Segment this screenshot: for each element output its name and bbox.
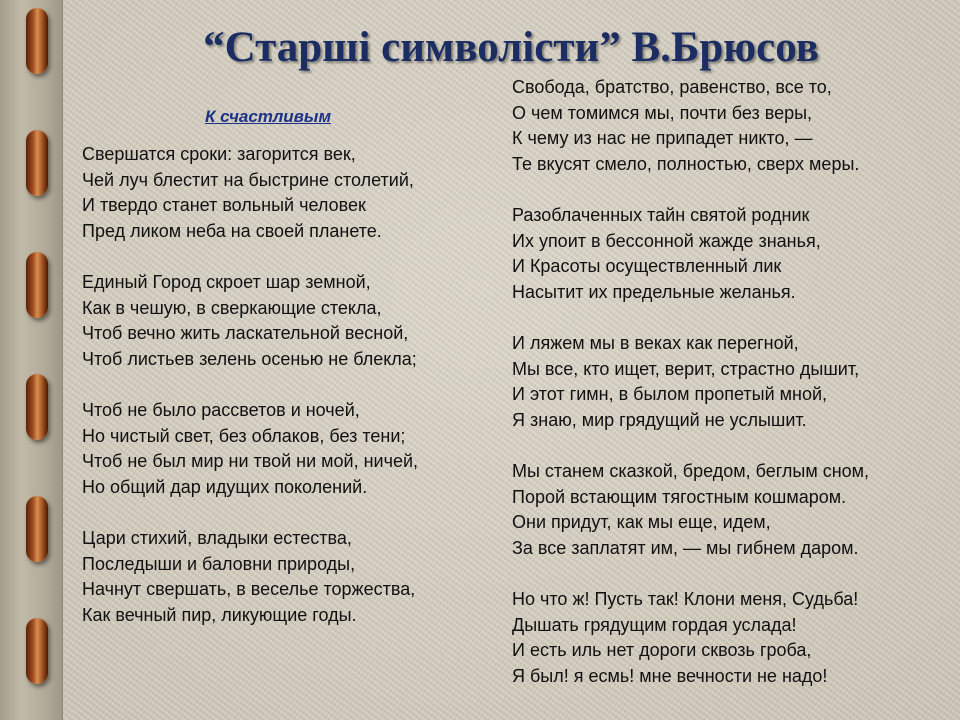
stanza [512, 587, 952, 689]
poem-line: Чтоб не был мир ни твой ни мой, ничей, [82, 451, 419, 471]
stanza [512, 75, 952, 177]
poem-line: Дышать грядущим гордая услада! [512, 614, 797, 635]
spiral-binding-strip [0, 0, 63, 720]
stanza [512, 459, 952, 561]
stanza [82, 526, 492, 628]
poem-line: Пред ликом неба на своей планете. [82, 220, 382, 241]
poem-line: Чтоб листьев зелень осенью не блекла; [82, 348, 417, 369]
poem-line: Как в чешую, в сверкающие стекла, [82, 297, 382, 318]
poem-title: К счастливым [205, 107, 332, 126]
poem-line: Чей луч блестит на быстрине столетий, [82, 169, 414, 190]
poem-line: Цари стихий, владыки естества, [82, 528, 352, 548]
poem-line: Те вкусят смело, полностью, сверх меры. [512, 153, 860, 174]
poem-line: Единый Город скроет шар земной, [82, 272, 371, 292]
poem-line: Но что ж! Пусть так! Клони меня, Судьба! [512, 589, 859, 609]
poem-line: К чему из нас не припадет никто, — [512, 128, 813, 148]
stanza [82, 142, 492, 244]
poem-line: Но общий дар идущих поколений. [82, 476, 368, 497]
binding-ring [26, 130, 48, 196]
poem-line: Как вечный пир, ликующие годы. [82, 604, 357, 625]
poem-line: Они придут, как мы еще, идем, [512, 512, 771, 532]
poem-line: Я знаю, мир грядущий не услышит. [512, 409, 807, 430]
slide-title: “Старші символісти” В.Брюсов [203, 24, 819, 71]
poem-line: Свобода, братство, равенство, все то, [512, 77, 832, 97]
binding-ring [26, 618, 48, 684]
poem-line: И есть иль нет дороги сквозь гроба, [512, 640, 812, 660]
poem-line: Чтоб вечно жить ласкательной весной, [82, 323, 409, 343]
poem-line: О чем томимся мы, почти без веры, [512, 102, 813, 123]
poem-column-right [512, 75, 952, 689]
stanza [82, 398, 492, 500]
poem-line: Мы станем сказкой, бредом, беглым сном, [512, 461, 870, 481]
poem-line: За все заплатят им, — мы гибнем даром. [512, 537, 859, 558]
poem-line: Но чистый свет, без облаков, без тени; [82, 425, 406, 446]
binding-ring [26, 496, 48, 562]
poem-line: И твердо станет вольный человек [82, 195, 366, 215]
poem-line: И этот гимн, в былом пропетый мной, [512, 384, 828, 404]
poem-line: Последыши и баловни природы, [82, 553, 356, 574]
binding-ring [26, 8, 48, 74]
poem-line: Свершатся сроки: загорится век, [82, 144, 356, 164]
poem-line: Порой встающим тягостным кошмаром. [512, 486, 847, 507]
poem-line: И ляжем мы в веках как перегной, [512, 333, 799, 353]
poem-line: Насытит их предельные желанья. [512, 281, 796, 302]
binding-ring [26, 374, 48, 440]
poem-line: Разоблаченных тайн святой родник [512, 205, 810, 225]
poem-line: Чтоб не было рассветов и ночей, [82, 400, 360, 420]
poem-line: Я был! я есмь! мне вечности не надо! [512, 665, 828, 686]
poem-line: Мы все, кто ищет, верит, страстно дышит, [512, 358, 860, 379]
poem-column-left [82, 142, 492, 628]
poem-line: Начнут свершать, в веселье торжества, [82, 579, 416, 599]
stanza [512, 203, 952, 305]
stanza [512, 331, 952, 433]
stanza [82, 270, 492, 372]
poem-line: Их упоит в бессонной жажде знанья, [512, 230, 821, 251]
poem-line: И Красоты осуществленный лик [512, 256, 782, 276]
binding-ring [26, 252, 48, 318]
